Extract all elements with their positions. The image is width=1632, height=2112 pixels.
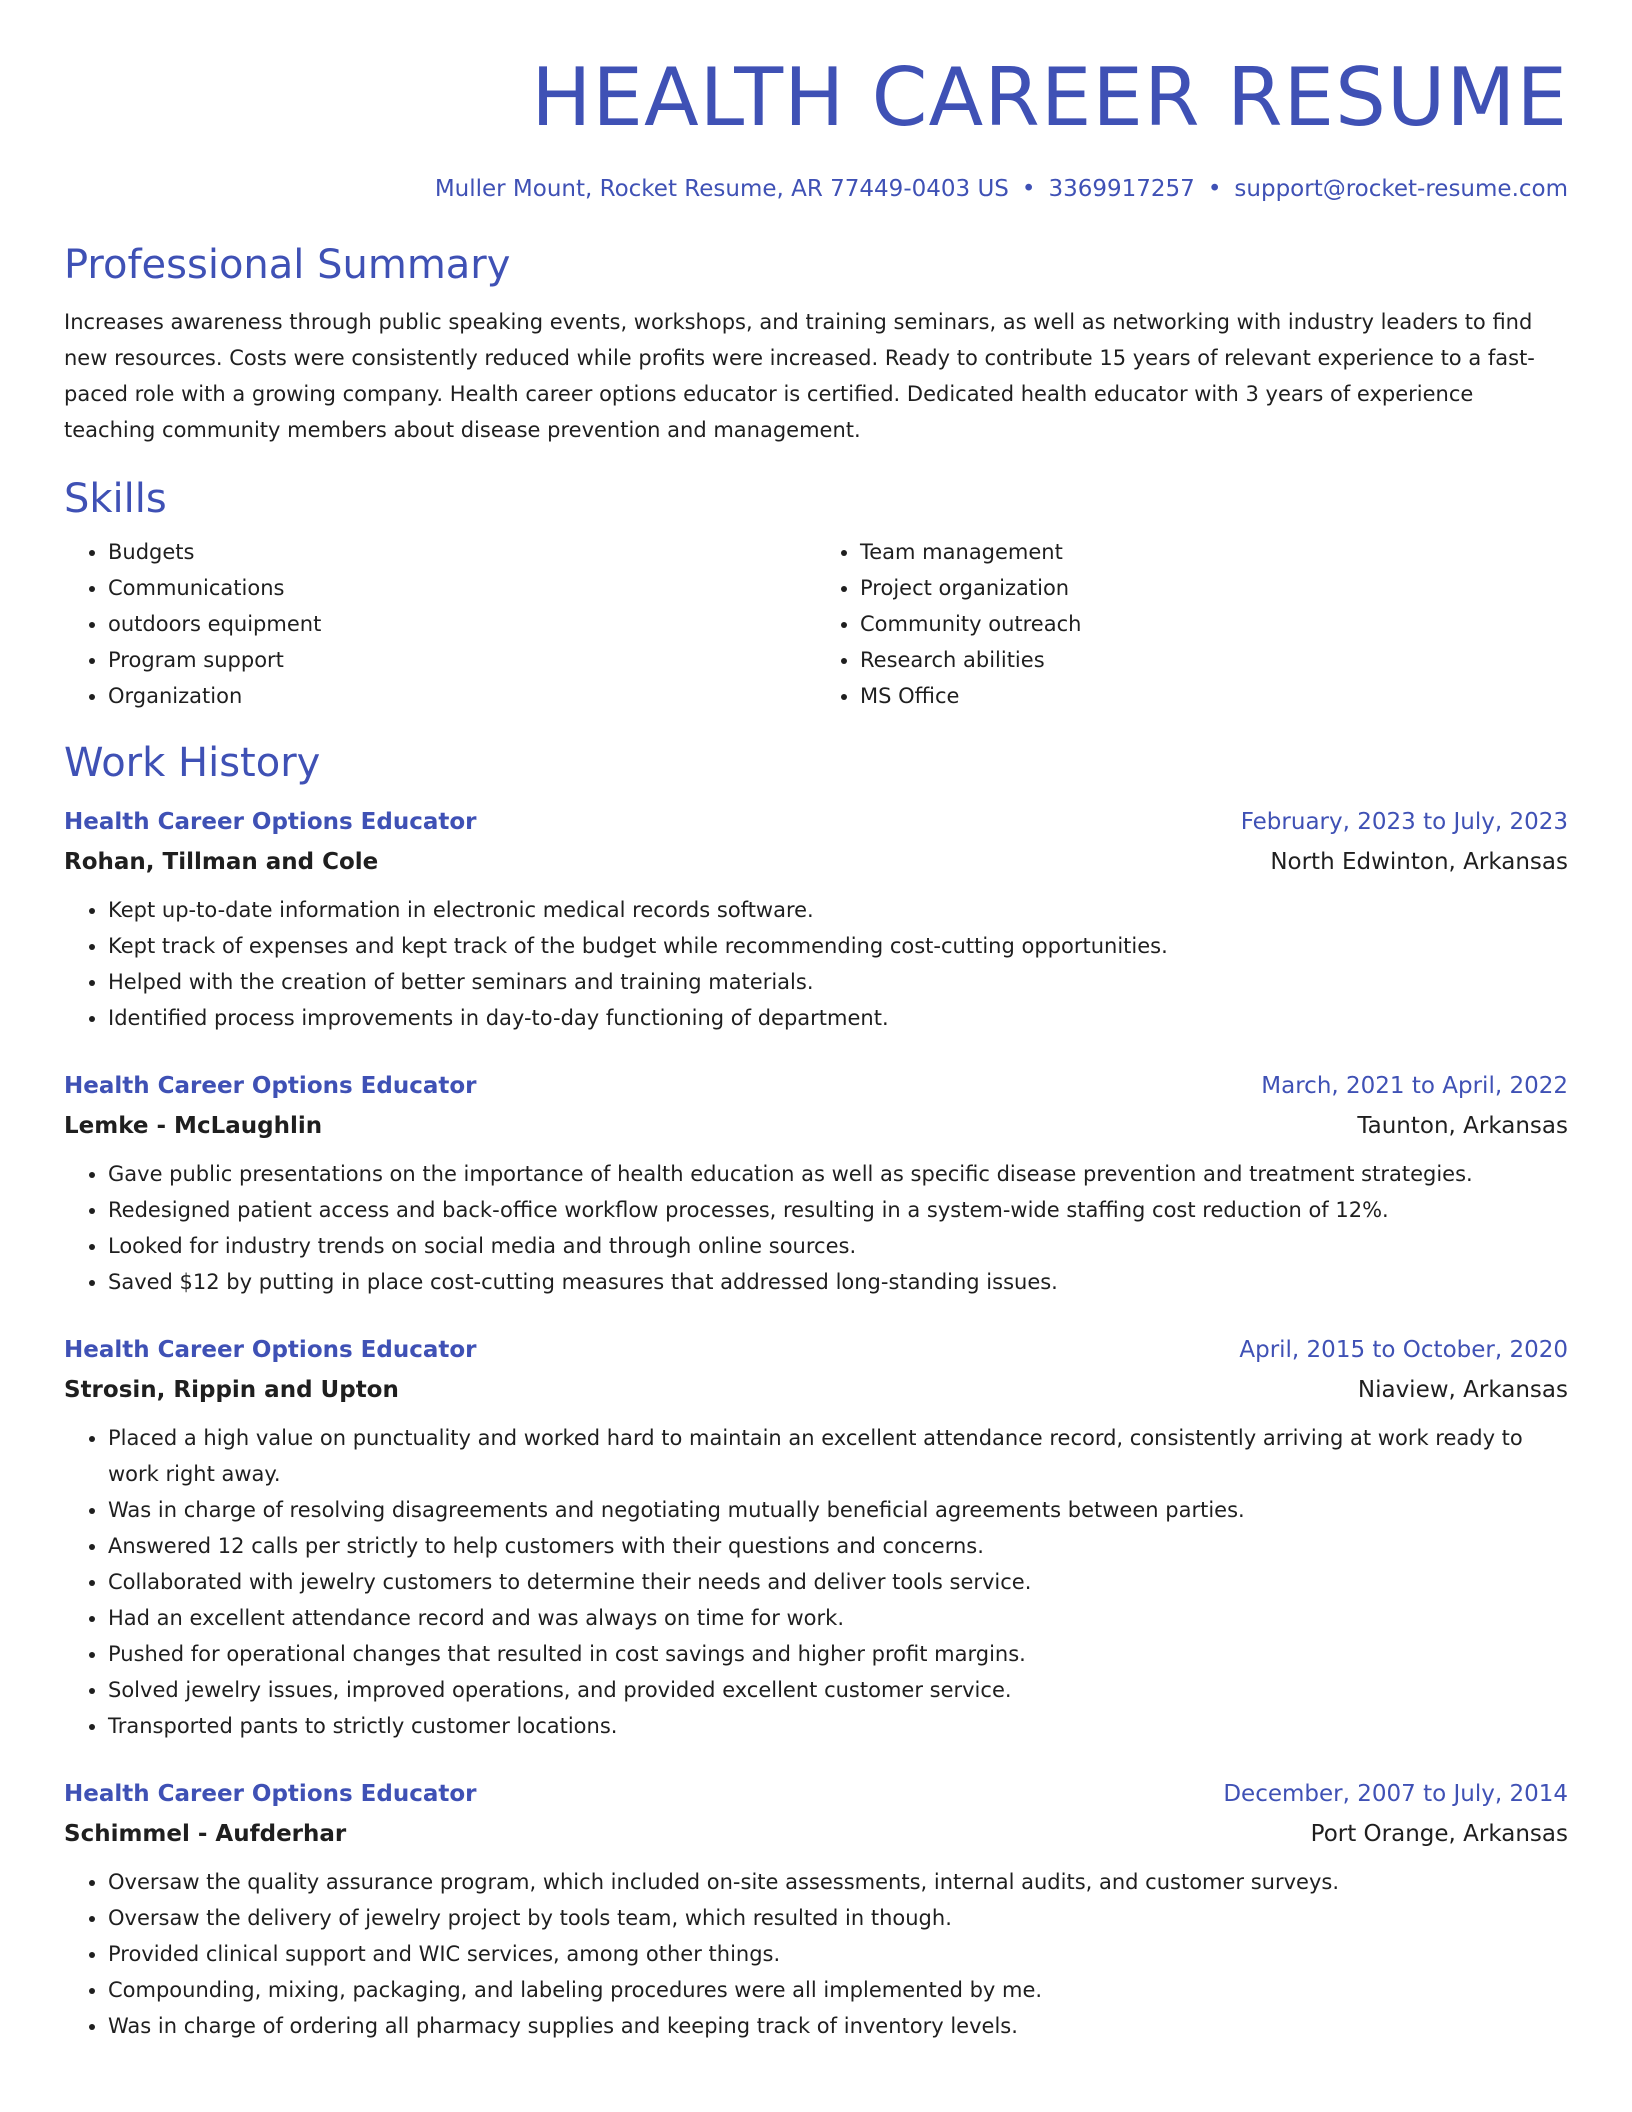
job-bullet: • Oversaw the delivery of jewelry project by tools team, which resulted in though.: [108, 1900, 1568, 1936]
contact-address: Muller Mount, Rocket Resume, AR 77449-0403 US: [434, 176, 1009, 202]
job-location: North Edwinton, Arkansas: [1270, 849, 1568, 875]
skill-item: • Organization: [108, 678, 816, 714]
job-bullet: • Collaborated with jewelry customers to determine their needs and deliver tools service.: [108, 1564, 1568, 1600]
summary-text: Increases awareness through public speaking events, workshops, and training seminars, as well as networking with industry leaders to find new resources. Costs were consistently reduced while profits were increased. Ready to contribute 15 years of relevant experience to a fast-paced role with a growing company. Health career options educator is certified. Dedicated health educator with 3 years of experience teaching community members about disease prevention and management.: [64, 310, 1535, 442]
job-dates: April, 2015 to October, 2020: [1239, 1337, 1568, 1363]
contact-separator: •: [1207, 176, 1222, 202]
job-dates: December, 2007 to July, 2014: [1223, 1781, 1568, 1807]
contact-line: [64, 174, 1568, 204]
job-bullet: • Oversaw the quality assurance program, which included on-site assessments, internal audits, and customer surveys.: [108, 1864, 1568, 1900]
job-company: Schimmel - Aufderhar: [64, 1821, 347, 1847]
skill-item: • outdoors equipment: [108, 606, 816, 642]
job-dates: March, 2021 to April, 2022: [1261, 1073, 1568, 1099]
skill-item: • Community outreach: [860, 606, 1568, 642]
job-bullet: • Kept track of expenses and kept track of the budget while recommending cost-cutting opportunities.: [108, 928, 1568, 964]
job-bullet: • Was in charge of resolving disagreements and negotiating mutually beneficial agreements between parties.: [108, 1492, 1568, 1528]
job-title-row: [64, 1066, 1568, 1106]
job-title: Health Career Options Educator: [64, 1781, 477, 1807]
job-bullets: [64, 1420, 1568, 1744]
job-bullet: • Transported pants to strictly customer locations.: [108, 1708, 1568, 1744]
job-bullet: • Looked for industry trends on social media and through online sources.: [108, 1228, 1568, 1264]
skill-item: • Budgets: [108, 534, 816, 570]
job-entry: [64, 1774, 1568, 2044]
job-bullet: • Compounding, mixing, packaging, and labeling procedures were all implemented by me.: [108, 1972, 1568, 2008]
job-location: Port Orange, Arkansas: [1310, 1821, 1568, 1847]
resume-header: [64, 48, 1568, 204]
job-bullets: [64, 1156, 1568, 1300]
job-bullet: • Provided clinical support and WIC services, among other things.: [108, 1936, 1568, 1972]
job-dates: February, 2023 to July, 2023: [1240, 809, 1568, 835]
summary-heading: Professional Summary: [64, 242, 511, 288]
job-title-row: [64, 802, 1568, 842]
contact-separator: •: [1021, 176, 1036, 202]
job-location: Niaview, Arkansas: [1357, 1377, 1568, 1403]
skills-grid: [64, 534, 1568, 714]
job-bullet: • Identified process improvements in day-to-day functioning of department.: [108, 1000, 1568, 1036]
job-bullet: • Gave public presentations on the importance of health education as well as specific disease prevention and treatment strategies.: [108, 1156, 1568, 1192]
skill-item: • MS Office: [860, 678, 1568, 714]
skill-item: • Research abilities: [860, 642, 1568, 678]
job-title: Health Career Options Educator: [64, 809, 477, 835]
skill-item: • Project organization: [860, 570, 1568, 606]
job-company: Lemke - McLaughlin: [64, 1113, 323, 1139]
job-company: Strosin, Rippin and Upton: [64, 1377, 399, 1403]
job-title: Health Career Options Educator: [64, 1337, 477, 1363]
job-company-row: [64, 1106, 1568, 1146]
job-bullet: • Saved $12 by putting in place cost-cutting measures that addressed long-standing issues.: [108, 1264, 1568, 1300]
skills-column-right: [816, 534, 1568, 714]
job-company-row: [64, 1370, 1568, 1410]
skills-heading: Skills: [64, 476, 167, 522]
job-bullet: • Redesigned patient access and back-office workflow processes, resulting in a system-wide staffing cost reduction of 12%.: [108, 1192, 1568, 1228]
job-bullet: • Answered 12 calls per strictly to help customers with their questions and concerns.: [108, 1528, 1568, 1564]
skill-item: • Program support: [108, 642, 816, 678]
job-bullets: [64, 1864, 1568, 2044]
job-bullet: • Placed a high value on punctuality and worked hard to maintain an excellent attendance record, consistently arriving at work ready to work right away.: [108, 1420, 1568, 1492]
job-bullet: • Had an excellent attendance record and was always on time for work.: [108, 1600, 1568, 1636]
skill-item: • Communications: [108, 570, 816, 606]
job-company-row: [64, 842, 1568, 882]
resume-name: HEALTH CAREER RESUME: [531, 51, 1568, 144]
job-title-row: [64, 1330, 1568, 1370]
job-location: Taunton, Arkansas: [1357, 1113, 1568, 1139]
job-company-row: [64, 1814, 1568, 1854]
job-title-row: [64, 1774, 1568, 1814]
job-bullets: [64, 892, 1568, 1036]
job-bullet: • Was in charge of ordering all pharmacy supplies and keeping track of inventory levels.: [108, 2008, 1568, 2044]
job-entry: [64, 1330, 1568, 1744]
job-entry: [64, 802, 1568, 1036]
job-bullet: • Helped with the creation of better seminars and training materials.: [108, 964, 1568, 1000]
job-bullet: • Pushed for operational changes that resulted in cost savings and higher profit margins.: [108, 1636, 1568, 1672]
contact-email[interactable]: support@rocket-resume.com: [1234, 176, 1568, 202]
skill-item: • Team management: [860, 534, 1568, 570]
job-entry: [64, 1066, 1568, 1300]
job-title: Health Career Options Educator: [64, 1073, 477, 1099]
job-company: Rohan, Tillman and Cole: [64, 849, 379, 875]
work-history-heading: Work History: [64, 740, 321, 786]
job-bullet: • Kept up-to-date information in electronic medical records software.: [108, 892, 1568, 928]
job-bullet: • Solved jewelry issues, improved operations, and provided excellent customer service.: [108, 1672, 1568, 1708]
skills-column-left: [64, 534, 816, 714]
contact-phone: 3369917257: [1048, 176, 1195, 202]
